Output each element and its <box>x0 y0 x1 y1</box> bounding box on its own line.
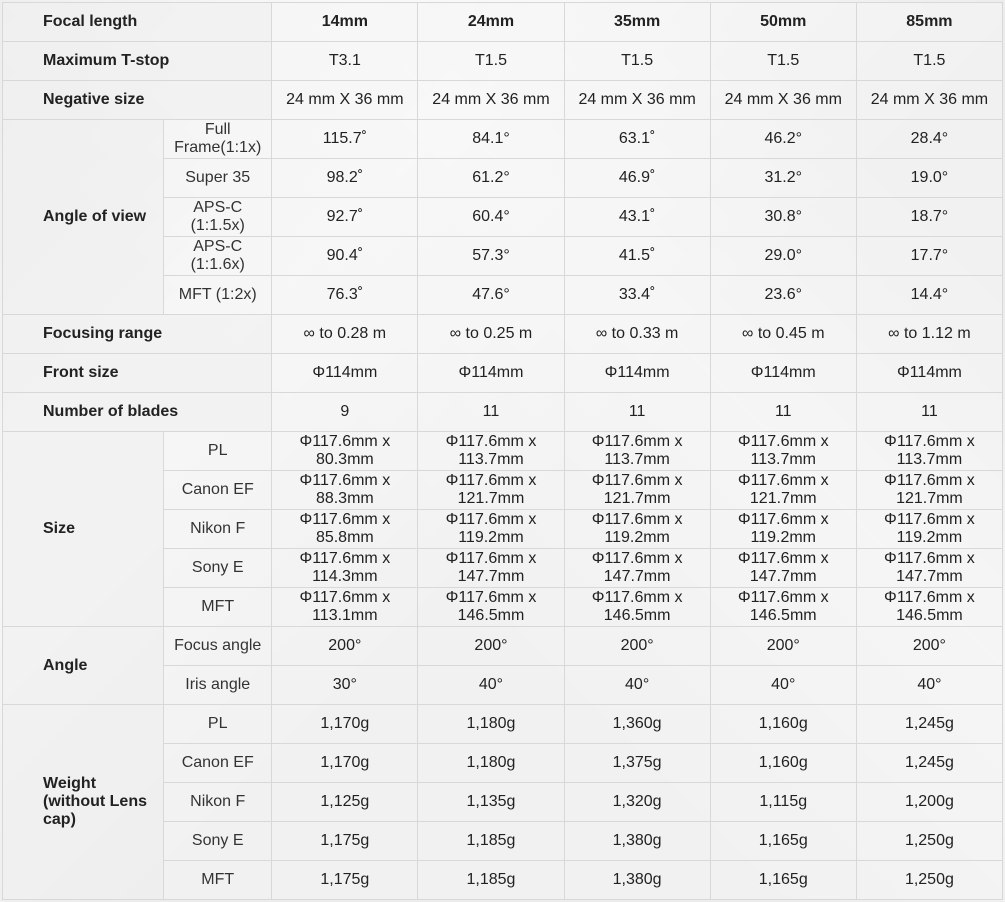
sub-label: Nikon F <box>164 510 272 549</box>
value-cell: 19.0° <box>856 159 1002 198</box>
value-cell: 1,160g <box>710 705 856 744</box>
sub-label: APS-C (1:1.5x) <box>164 198 272 237</box>
value-cell: 28.4° <box>856 120 1002 159</box>
group-label: Angle <box>3 627 164 705</box>
sub-label: MFT (1:2x) <box>164 276 272 315</box>
table-row <box>3 315 1003 354</box>
value-cell: 61.2° <box>418 159 564 198</box>
value-cell: 24 mm X 36 mm <box>710 81 856 120</box>
sub-label: MFT <box>164 861 272 900</box>
value-cell: 1,170g <box>272 744 418 783</box>
value-cell: Φ117.6mm x 114.3mm <box>272 549 418 588</box>
row-label: Maximum T-stop <box>3 42 272 81</box>
value-cell: Φ114mm <box>856 354 1002 393</box>
value-cell: 11 <box>564 393 710 432</box>
value-cell: 40° <box>564 666 710 705</box>
value-cell: 18.7° <box>856 198 1002 237</box>
value-cell: ∞ to 0.28 m <box>272 315 418 354</box>
value-cell: 40° <box>856 666 1002 705</box>
value-cell: 1,160g <box>710 744 856 783</box>
value-cell: 1,125g <box>272 783 418 822</box>
value-cell: Φ117.6mm x 119.2mm <box>710 510 856 549</box>
value-cell: 57.3° <box>418 237 564 276</box>
table-body <box>3 3 1003 900</box>
sub-label: Nikon F <box>164 783 272 822</box>
value-cell: 60.4° <box>418 198 564 237</box>
value-cell: Φ117.6mm x 147.7mm <box>856 549 1002 588</box>
value-cell: Φ117.6mm x 113.7mm <box>418 432 564 471</box>
sub-label: Super 35 <box>164 159 272 198</box>
value-cell: 9 <box>272 393 418 432</box>
value-cell: 1,170g <box>272 705 418 744</box>
value-cell: Φ117.6mm x 113.7mm <box>564 432 710 471</box>
value-cell: Φ117.6mm x 121.7mm <box>564 471 710 510</box>
value-cell: 17.7° <box>856 237 1002 276</box>
value-cell: 1,185g <box>418 822 564 861</box>
row-label: Negative size <box>3 81 272 120</box>
value-cell: 30.8° <box>710 198 856 237</box>
value-cell: Φ117.6mm x 113.7mm <box>710 432 856 471</box>
sub-label: PL <box>164 432 272 471</box>
table-row <box>3 42 1003 81</box>
value-cell: Φ117.6mm x 113.7mm <box>856 432 1002 471</box>
value-cell: 200° <box>564 627 710 666</box>
value-cell: 200° <box>418 627 564 666</box>
value-cell: 115.7˚ <box>272 120 418 159</box>
sub-label: Sony E <box>164 822 272 861</box>
value-cell: Φ114mm <box>564 354 710 393</box>
value-cell: Φ117.6mm x 121.7mm <box>418 471 564 510</box>
value-cell: 1,250g <box>856 861 1002 900</box>
value-cell: Φ117.6mm x 119.2mm <box>856 510 1002 549</box>
value-cell: ∞ to 0.45 m <box>710 315 856 354</box>
header-row <box>3 3 1003 42</box>
value-cell: 33.4˚ <box>564 276 710 315</box>
table-row <box>3 354 1003 393</box>
sub-label: Full Frame(1:1x) <box>164 120 272 159</box>
sub-label: Iris angle <box>164 666 272 705</box>
value-cell: 46.9˚ <box>564 159 710 198</box>
value-cell: T1.5 <box>710 42 856 81</box>
value-cell: 1,380g <box>564 861 710 900</box>
value-cell: 1,375g <box>564 744 710 783</box>
value-cell: 47.6° <box>418 276 564 315</box>
value-cell: 24 mm X 36 mm <box>418 81 564 120</box>
value-cell: ∞ to 1.12 m <box>856 315 1002 354</box>
group-label: Weight (without Lens cap) <box>3 705 164 900</box>
lens-spec-table <box>2 2 1003 900</box>
value-cell: 76.3˚ <box>272 276 418 315</box>
value-cell: 98.2˚ <box>272 159 418 198</box>
value-cell: 1,320g <box>564 783 710 822</box>
group-label: Angle of view <box>3 120 164 315</box>
value-cell: ∞ to 0.25 m <box>418 315 564 354</box>
value-cell: Φ117.6mm x 119.2mm <box>564 510 710 549</box>
value-cell: 11 <box>418 393 564 432</box>
value-cell: 29.0° <box>710 237 856 276</box>
value-cell: 200° <box>856 627 1002 666</box>
value-cell: 23.6° <box>710 276 856 315</box>
value-cell: 24 mm X 36 mm <box>272 81 418 120</box>
row-label: Focal length <box>3 3 272 42</box>
value-cell: 1,165g <box>710 822 856 861</box>
value-cell: T3.1 <box>272 42 418 81</box>
value-cell: 90.4˚ <box>272 237 418 276</box>
value-cell: 1,200g <box>856 783 1002 822</box>
sub-label: Canon EF <box>164 471 272 510</box>
value-cell: Φ117.6mm x 147.7mm <box>564 549 710 588</box>
value-cell: Φ114mm <box>272 354 418 393</box>
value-cell: 46.2° <box>710 120 856 159</box>
sub-label: Sony E <box>164 549 272 588</box>
value-cell: Φ117.6mm x 146.5mm <box>710 588 856 627</box>
sub-label: MFT <box>164 588 272 627</box>
col-header: 14mm <box>272 3 418 42</box>
value-cell: 1,250g <box>856 822 1002 861</box>
value-cell: 1,180g <box>418 705 564 744</box>
value-cell: Φ117.6mm x 146.5mm <box>418 588 564 627</box>
value-cell: 1,115g <box>710 783 856 822</box>
value-cell: 31.2° <box>710 159 856 198</box>
value-cell: 11 <box>710 393 856 432</box>
value-cell: 1,360g <box>564 705 710 744</box>
row-label: Front size <box>3 354 272 393</box>
sub-label: Focus angle <box>164 627 272 666</box>
value-cell: 84.1° <box>418 120 564 159</box>
value-cell: 200° <box>272 627 418 666</box>
group-label: Size <box>3 432 164 627</box>
value-cell: Φ117.6mm x 147.7mm <box>418 549 564 588</box>
col-header: 35mm <box>564 3 710 42</box>
value-cell: Φ117.6mm x 85.8mm <box>272 510 418 549</box>
row-label: Focusing range <box>3 315 272 354</box>
value-cell: Φ117.6mm x 146.5mm <box>856 588 1002 627</box>
value-cell: 1,185g <box>418 861 564 900</box>
col-header: 85mm <box>856 3 1002 42</box>
value-cell: 1,180g <box>418 744 564 783</box>
value-cell: 14.4° <box>856 276 1002 315</box>
table-row <box>3 120 1003 159</box>
value-cell: 24 mm X 36 mm <box>856 81 1002 120</box>
value-cell: Φ117.6mm x 147.7mm <box>710 549 856 588</box>
value-cell: Φ114mm <box>418 354 564 393</box>
value-cell: 1,245g <box>856 744 1002 783</box>
table-row <box>3 432 1003 471</box>
row-label: Number of blades <box>3 393 272 432</box>
value-cell: T1.5 <box>418 42 564 81</box>
value-cell: 43.1˚ <box>564 198 710 237</box>
value-cell: 1,245g <box>856 705 1002 744</box>
value-cell: 1,135g <box>418 783 564 822</box>
table-row <box>3 81 1003 120</box>
value-cell: 1,175g <box>272 861 418 900</box>
value-cell: Φ117.6mm x 146.5mm <box>564 588 710 627</box>
col-header: 50mm <box>710 3 856 42</box>
value-cell: 24 mm X 36 mm <box>564 81 710 120</box>
value-cell: 41.5˚ <box>564 237 710 276</box>
value-cell: Φ117.6mm x 88.3mm <box>272 471 418 510</box>
table-row <box>3 393 1003 432</box>
value-cell: 30° <box>272 666 418 705</box>
value-cell: Φ117.6mm x 80.3mm <box>272 432 418 471</box>
value-cell: T1.5 <box>856 42 1002 81</box>
sub-label: Canon EF <box>164 744 272 783</box>
value-cell: Φ117.6mm x 119.2mm <box>418 510 564 549</box>
value-cell: Φ117.6mm x 121.7mm <box>710 471 856 510</box>
value-cell: Φ114mm <box>710 354 856 393</box>
value-cell: 40° <box>710 666 856 705</box>
table-row <box>3 705 1003 744</box>
value-cell: 40° <box>418 666 564 705</box>
sub-label: PL <box>164 705 272 744</box>
value-cell: ∞ to 0.33 m <box>564 315 710 354</box>
value-cell: Φ117.6mm x 121.7mm <box>856 471 1002 510</box>
value-cell: 63.1˚ <box>564 120 710 159</box>
value-cell: 1,175g <box>272 822 418 861</box>
value-cell: 1,380g <box>564 822 710 861</box>
value-cell: 11 <box>856 393 1002 432</box>
value-cell: 200° <box>710 627 856 666</box>
col-header: 24mm <box>418 3 564 42</box>
sub-label: APS-C (1:1.6x) <box>164 237 272 276</box>
value-cell: 1,165g <box>710 861 856 900</box>
value-cell: Φ117.6mm x 113.1mm <box>272 588 418 627</box>
value-cell: 92.7˚ <box>272 198 418 237</box>
table-row <box>3 627 1003 666</box>
value-cell: T1.5 <box>564 42 710 81</box>
